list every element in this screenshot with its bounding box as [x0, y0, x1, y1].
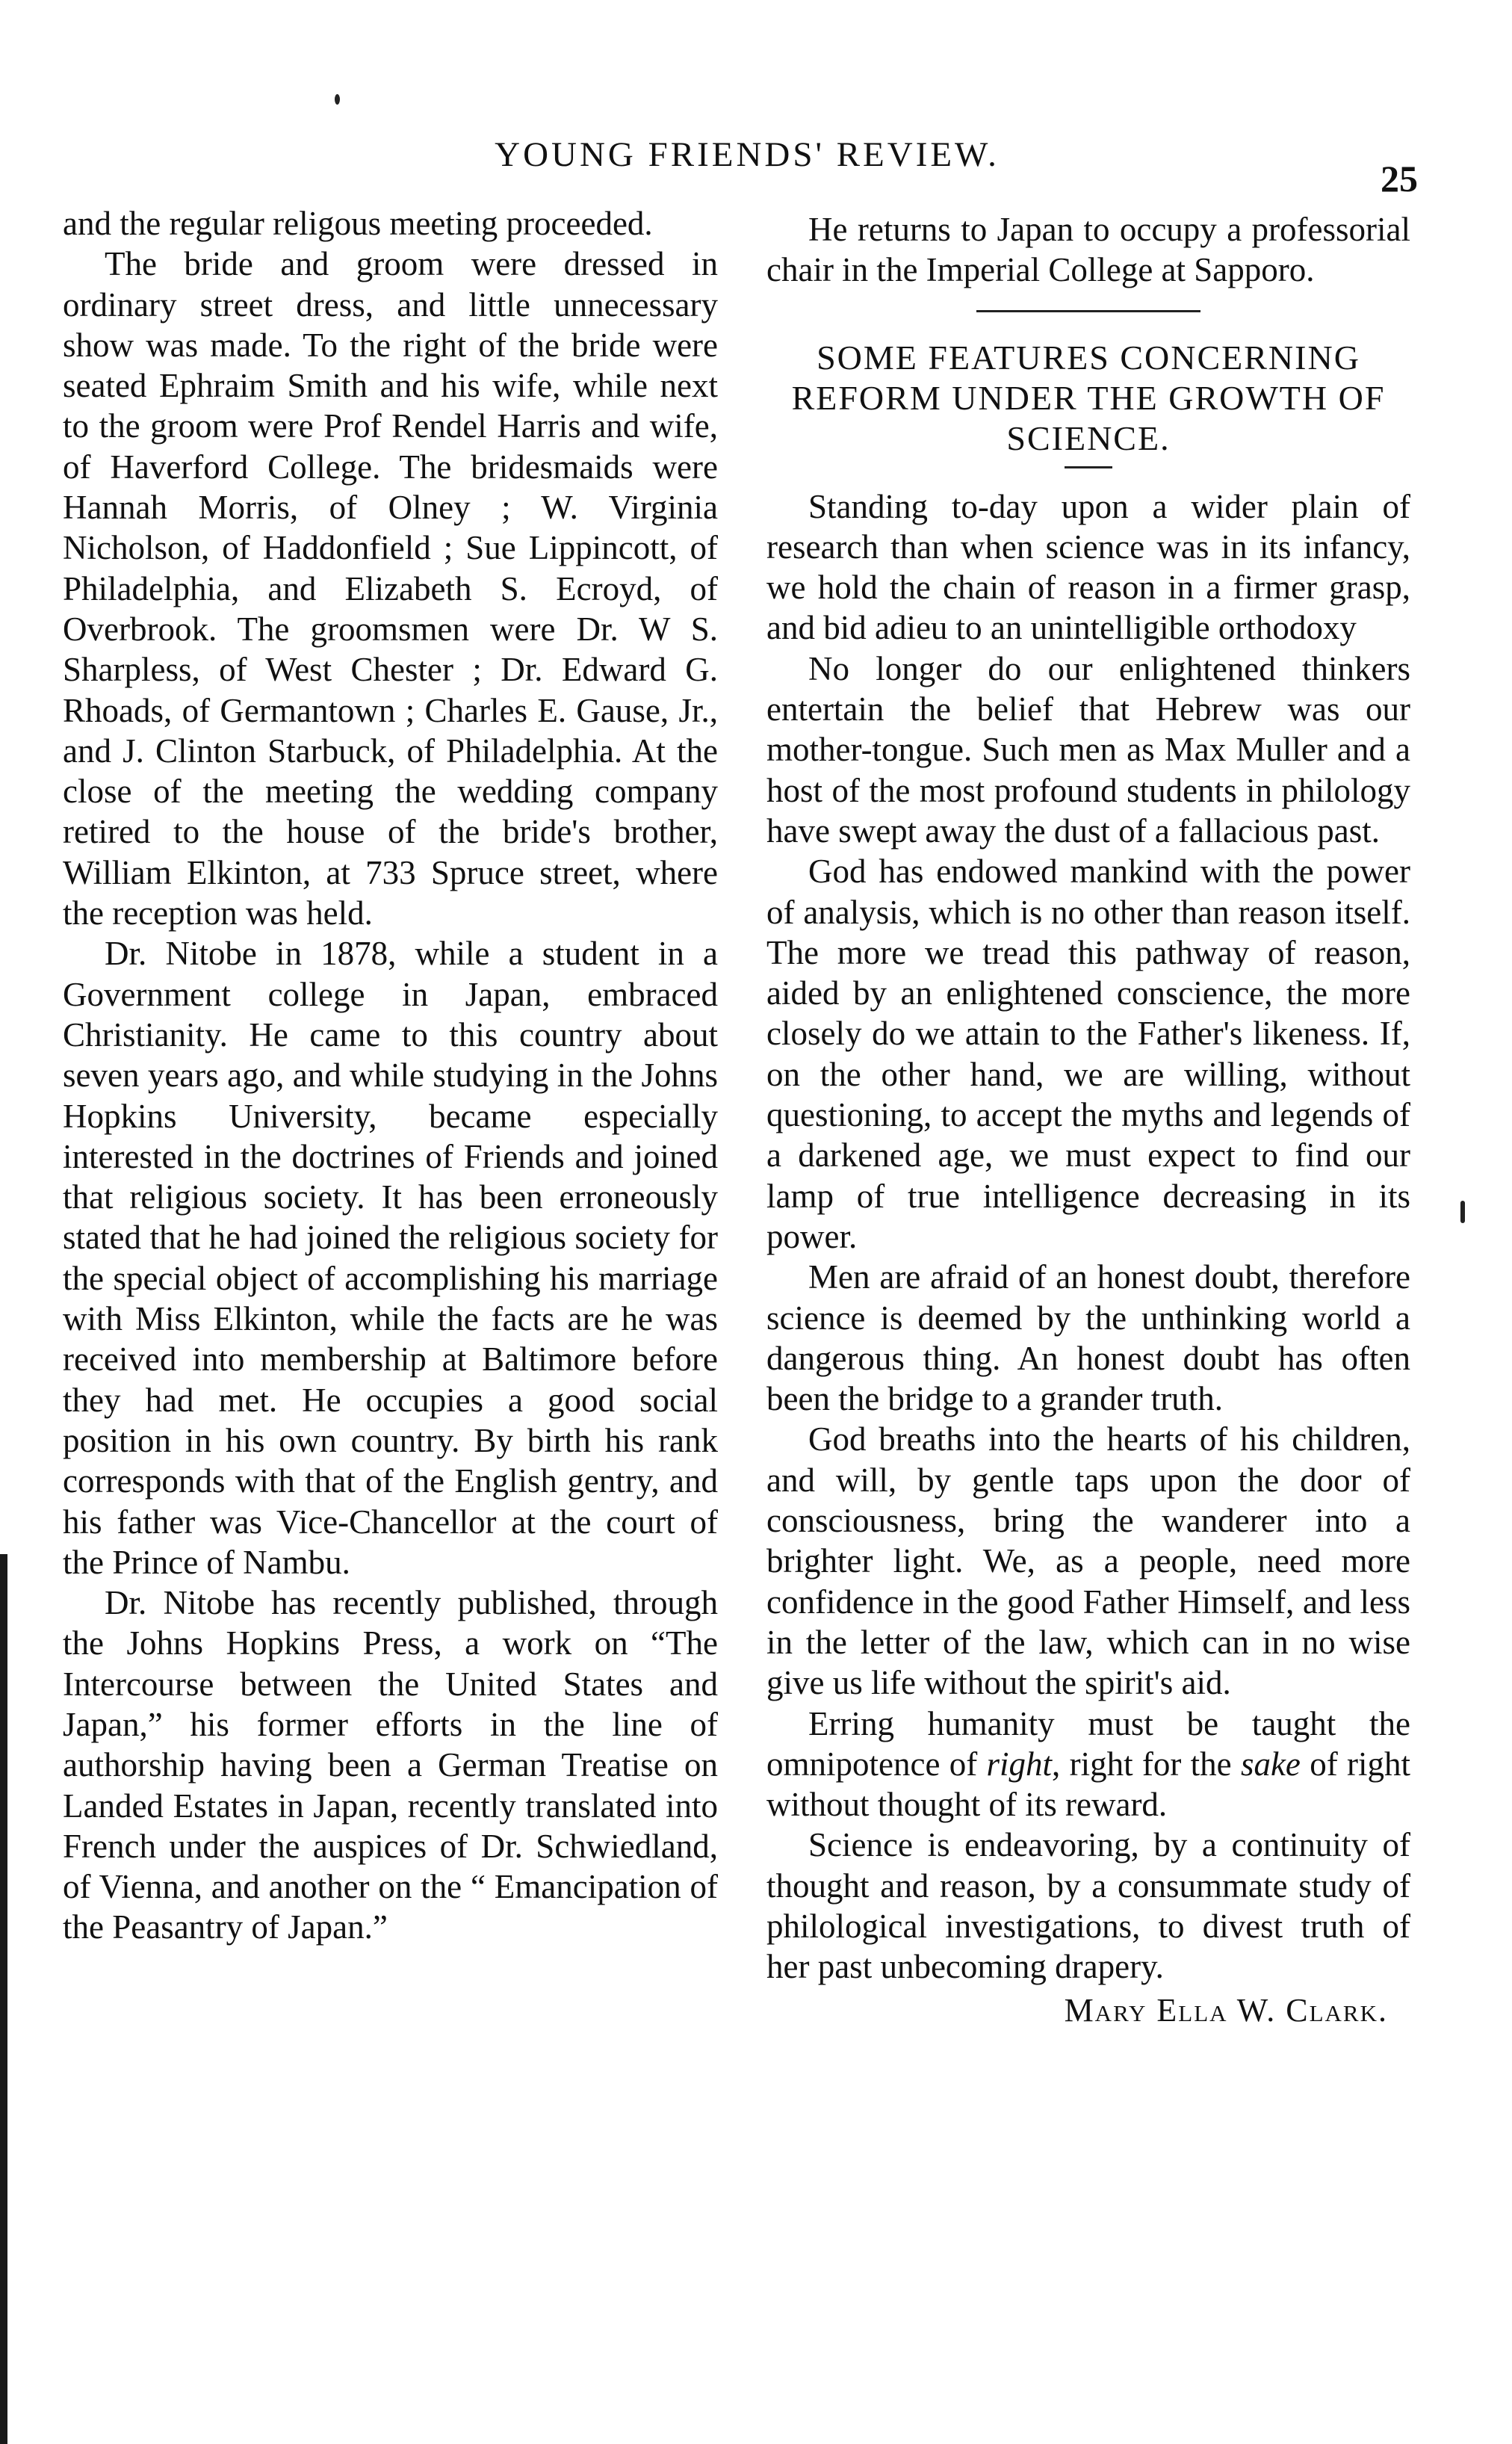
paragraph: Science is endeavoring, by a continuity of thought and reason, by a consummate study of philological investigations, to divest truth of her past unbecoming drapery.: [766, 1826, 1410, 1986]
author-signature: Mary Ella W. Clark.: [1064, 1991, 1388, 2029]
left-column: [63, 203, 718, 1948]
title-divider: [1065, 466, 1112, 468]
paragraph: Men are afraid of an honest doubt, therefore science is deemed by the unthinking world a dangerous thing. An honest doubt has often been the bridge to a grander truth.: [766, 1258, 1410, 1418]
paragraph: Dr. Nitobe in 1878, while a student in a Government college in Japan, embraced Christianity. He came to this country about seven years ago, and while studying in the Johns Hopkins University, became especially interested in the doctrines of Friends and joined that religious society. It has been erroneously stated that he had joined the religious society for the special object of accomplishing his marriage with Miss Elkinton, while the facts are he was received into membership at Baltimore before they had met. He occupies a good social position in his own country. By birth his rank corresponds with that of the English gentry, and his father was Vice-Chancellor at the court of the Prince of Nambu.: [63, 935, 718, 1581]
emphasis-right: right: [986, 1745, 1053, 1783]
paragraph: and the regular religous meeting proceeded.: [63, 205, 653, 242]
paragraph: No longer do our enlightened thinkers entertain the belief that Hebrew was our mother-tongue. Such men as Max Muller and a host of the most profound students in philology have swept away the dust of a fallacious past.: [766, 649, 1410, 850]
paragraph-with-emphasis: [766, 1704, 1410, 1825]
text-run: of right without thought of its reward.: [766, 1745, 1410, 1824]
paragraph: Standing to-day upon a wider plain of research than when science was in its infancy, we hold the chain of reason in a firmer grasp, and bid adieu to an unintelligible orthodoxy: [766, 487, 1410, 647]
section-divider: [976, 310, 1200, 312]
page-number: 25: [1381, 158, 1418, 199]
emphasis-sake: sake: [1240, 1745, 1301, 1783]
ink-speck: [1460, 1201, 1465, 1223]
ink-speck: [335, 94, 340, 105]
paragraph: Dr. Nitobe has recently published, through the Johns Hopkins Press, a work on “The Intercourse between the United States and Japan,” his former efforts in the line of authorship having been a German Treatise on Landed Estates in Japan, recently translated into French under the auspices of Dr. Schwiedland, of Vienna, and another on the “ Emancipation of the Peasantry of Japan.”: [63, 1584, 718, 1946]
paragraph: God breaths into the hearts of his children, and will, by gentle taps upon the door of consciousness, bring the wanderer into a brighter light. We, as a people, need more confidence in the good Father Himself, and less in the letter of the law, which can in no wise give us life without the spirit's aid.: [766, 1420, 1410, 1702]
running-header: YOUNG FRIENDS' REVIEW.: [495, 135, 1000, 174]
scan-edge-shadow: [0, 1554, 7, 2444]
text-run: , right for the: [1052, 1745, 1241, 1783]
paragraph: He returns to Japan to occupy a professorial chair in the Imperial College at Sapporo.: [766, 211, 1410, 289]
right-column: [766, 209, 1410, 2031]
article-title: SOME FEATURES CONCERNING REFORM UNDER THE GROWTH OF SCIENCE.: [791, 338, 1386, 457]
text-run: Erring humanity must be taught the omnipotence of: [766, 1704, 1410, 1783]
paragraph: God has endowed mankind with the power of analysis, which is no other than reason itself. The more we tread this pathway of reason, aided by an enlightened conscience, the more closely do we attain to the Father's likeness. If, on the other hand, we are willing, without questioning, to accept the myths and legends of a darkened age, we must expect to find our lamp of true intelligence decreasing in its power.: [766, 853, 1410, 1255]
paragraph: The bride and groom were dressed in ordinary street dress, and little unnecessary show was made. To the right of the bride were seated Ephraim Smith and his wife, while next to the groom were Prof Rendel Harris and wife, of Haverford College. The bridesmaids were Hannah Morris, of Olney ; W. Virginia Nicholson, of Haddonfield ; Sue Lippincott, of Philadelphia, and Elizabeth S. Ecroyd, of Overbrook. The groomsmen were Dr. W S. Sharpless, of West Chester ; Dr. Edward G. Rhoads, of Germantown ; Charles E. Gause, Jr., and J. Clinton Starbuck, of Philadelphia. At the close of the meeting the wedding company retired to the house of the bride's brother, William Elkinton, at 733 Spruce street, where the reception was held.: [63, 245, 718, 932]
